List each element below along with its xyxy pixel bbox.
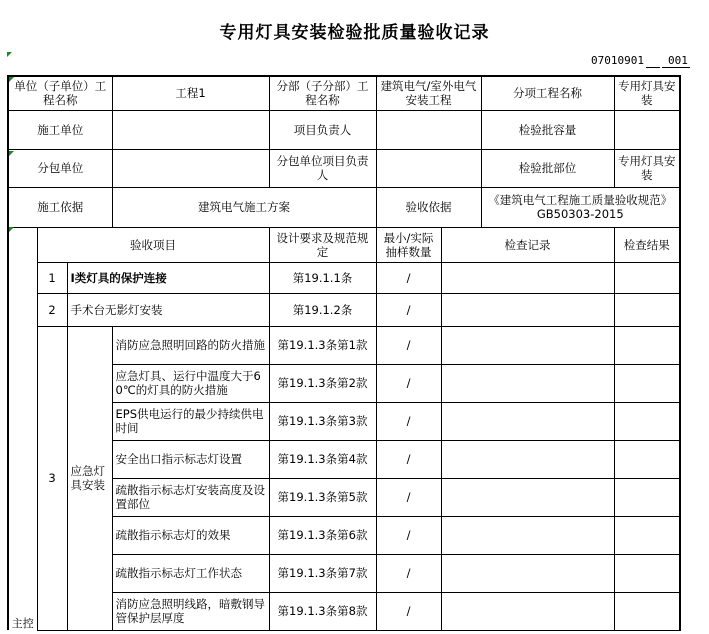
subitem-name: EPS供电运行的最少持续供电时间 <box>112 402 269 440</box>
subitem-name: 消防应急照明线路，暗敷钢导管保护层厚度 <box>112 592 269 630</box>
acceptance-basis-label: 验收依据 <box>376 187 481 227</box>
page-title: 专用灯具安装检验批质量验收记录 <box>219 23 490 43</box>
table-row <box>8 262 680 293</box>
subitem-sample[interactable]: / <box>376 440 441 478</box>
subitem-value[interactable]: 专用灯具安装 <box>614 76 680 110</box>
item-record[interactable] <box>441 293 614 326</box>
subitem-name: 安全出口指示标志灯设置 <box>112 440 269 478</box>
subitem-design: 第19.1.3条第1款 <box>269 326 376 364</box>
subitem-design: 第19.1.3条第4款 <box>269 440 376 478</box>
item-design: 第19.1.2条 <box>269 293 376 326</box>
subitem-record[interactable] <box>441 554 614 592</box>
subitem-result[interactable] <box>614 478 680 516</box>
item-record[interactable] <box>441 262 614 293</box>
division-label: 分部（子分部）工程名称 <box>269 76 376 110</box>
item-no: 1 <box>37 262 67 293</box>
subitem-sample[interactable]: / <box>376 478 441 516</box>
subitem-design: 第19.1.3条第3款 <box>269 402 376 440</box>
subitem-result[interactable] <box>614 592 680 630</box>
subitem-name: 应急灯具、运行中温度大于60℃的灯具的防火措施 <box>112 364 269 402</box>
subitem-sample[interactable]: / <box>376 364 441 402</box>
subcontractor-value[interactable] <box>112 149 269 187</box>
subitem-design: 第19.1.3条第2款 <box>269 364 376 402</box>
col-result: 检查结果 <box>614 227 680 262</box>
subitem-sample[interactable]: / <box>376 326 441 364</box>
subitem-result[interactable] <box>614 516 680 554</box>
subitem-sample[interactable]: / <box>376 402 441 440</box>
constructor-label: 施工单位 <box>8 110 112 149</box>
basis-label: 施工依据 <box>8 187 112 227</box>
division-value[interactable]: 建筑电气/室外电气安装工程 <box>376 76 481 110</box>
subitem-sample[interactable]: / <box>376 554 441 592</box>
inspection-table <box>7 75 681 631</box>
column-header-row <box>8 227 680 262</box>
cell-marker-icon <box>9 77 14 82</box>
location-value[interactable]: 专用灯具安装 <box>614 149 680 187</box>
subitem-design: 第19.1.3条第5款 <box>269 478 376 516</box>
pm-value[interactable] <box>376 110 481 149</box>
item-name: 手术台无影灯安装 <box>67 293 269 326</box>
sub-pm-label: 分包单位项目负责人 <box>269 149 376 187</box>
capacity-value[interactable] <box>614 110 680 149</box>
header-row-subcontractor <box>8 149 680 187</box>
group-no: 3 <box>37 326 67 630</box>
subitem-name: 疏散指示标志灯的效果 <box>112 516 269 554</box>
item-name: I类灯具的保护连接 <box>67 262 269 293</box>
table-row <box>8 293 680 326</box>
cell-marker-icon <box>9 151 14 156</box>
subitem-record[interactable] <box>441 478 614 516</box>
unit-value[interactable]: 工程1 <box>112 76 269 110</box>
doc-seq: 001 <box>662 54 690 68</box>
basis-value[interactable]: 建筑电气施工方案 <box>112 187 376 227</box>
acceptance-basis-value[interactable]: 《建筑电气工程施工质量验收规范》GB50303-2015 <box>481 187 680 227</box>
item-no: 2 <box>37 293 67 326</box>
doc-separator <box>646 57 660 68</box>
subitem-record[interactable] <box>441 364 614 402</box>
location-label: 检验批部位 <box>481 149 614 187</box>
subitem-result[interactable] <box>614 326 680 364</box>
constructor-value[interactable] <box>112 110 269 149</box>
subitem-record[interactable] <box>441 440 614 478</box>
subitem-result[interactable] <box>614 364 680 402</box>
subitem-record[interactable] <box>441 592 614 630</box>
subitem-label: 分项工程名称 <box>481 76 614 110</box>
subitem-name: 疏散指示标志灯工作状态 <box>112 554 269 592</box>
subcontractor-label: 分包单位 <box>8 149 112 187</box>
header-row-constructor <box>8 110 680 149</box>
item-design: 第19.1.1条 <box>269 262 376 293</box>
subitem-design: 第19.1.3条第7款 <box>269 554 376 592</box>
cell-marker-icon <box>7 52 12 57</box>
side-label: 主控 <box>8 227 37 630</box>
col-record: 检查记录 <box>441 227 614 262</box>
item-result[interactable] <box>614 262 680 293</box>
item-result[interactable] <box>614 293 680 326</box>
subitem-record[interactable] <box>441 402 614 440</box>
subitem-sample[interactable]: / <box>376 516 441 554</box>
cell-marker-icon <box>9 227 14 232</box>
unit-label: 单位（子单位）工程名称 <box>8 76 112 110</box>
col-design: 设计要求及规范规定 <box>269 227 376 262</box>
doc-code: 07010901 <box>591 54 644 67</box>
table-row <box>8 326 680 364</box>
item-sample[interactable]: / <box>376 293 441 326</box>
capacity-label: 检验批容量 <box>481 110 614 149</box>
col-sample: 最小/实际抽样数量 <box>376 227 441 262</box>
subitem-result[interactable] <box>614 440 680 478</box>
sub-pm-value[interactable] <box>376 149 481 187</box>
subitem-name: 疏散指示标志灯安装高度及设置部位 <box>112 478 269 516</box>
header-row-unit <box>8 76 680 110</box>
subitem-result[interactable] <box>614 554 680 592</box>
header-row-basis <box>8 187 680 227</box>
col-item: 验收项目 <box>37 227 269 262</box>
subitem-record[interactable] <box>441 326 614 364</box>
subitem-design: 第19.1.3条第8款 <box>269 592 376 630</box>
item-sample[interactable]: / <box>376 262 441 293</box>
subitem-name: 消防应急照明回路的防火措施 <box>112 326 269 364</box>
document-number <box>591 54 690 68</box>
subitem-record[interactable] <box>441 516 614 554</box>
subitem-result[interactable] <box>614 402 680 440</box>
group-name: 应急灯具安装 <box>67 326 112 630</box>
pm-label: 项目负责人 <box>269 110 376 149</box>
subitem-sample[interactable]: / <box>376 592 441 630</box>
subitem-design: 第19.1.3条第6款 <box>269 516 376 554</box>
